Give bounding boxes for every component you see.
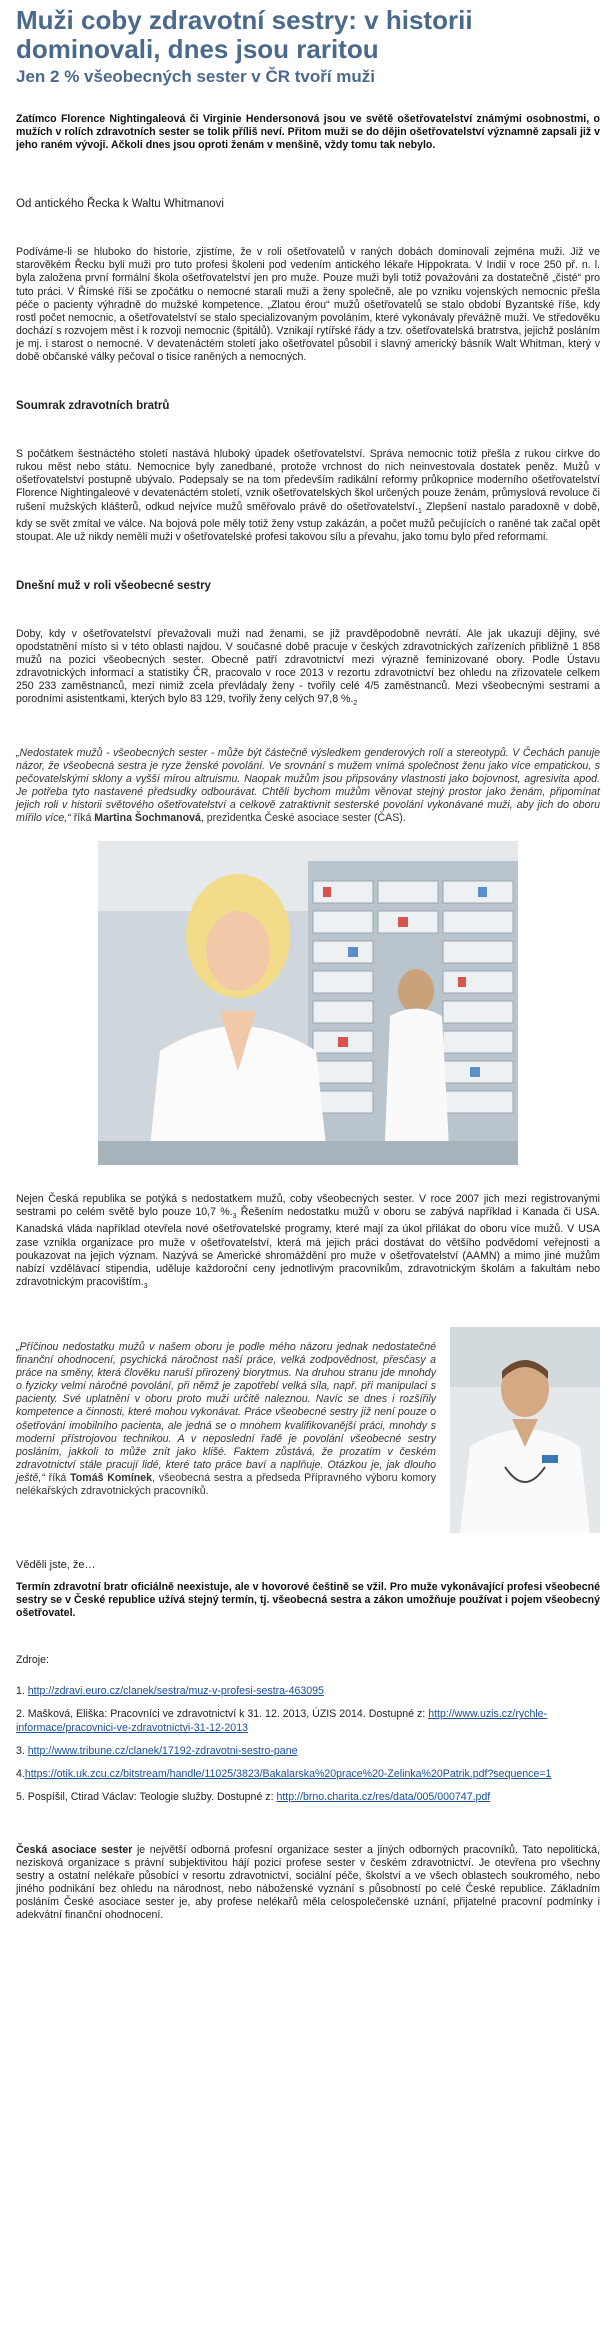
footnote-ref: 2: [353, 700, 358, 708]
sources: [16, 1654, 600, 1804]
organization-info: Česká asociace sester je největší odborná profesní organizace sester a jiných odborných pracovníků. Tato nepolitická, nezisková organizace s právní subjektivitou hájí pozici profese sester v českém zdravotnictví. Je otevřena pro všechny sestry a ostatní nelékaře působící v resortu zdravotnictví, sociální péče, školství a ve všech oblastech soukromého, nebo jiného podnikání bez ohledu na národnost, nebo náboženské vyznání s působností po celé České republice. Základním posláním České asociace sester je, aby profese nelékařů měla celospolečenské uznání, přijatelné pracovní podmínky i adekvátní finanční ohodnocení.: [16, 1843, 600, 1922]
did-you-know-heading: Věděli jste, že…: [16, 1559, 96, 1571]
source-link[interactable]: http://brno.charita.cz/res/data/005/000747.pdf: [276, 1790, 491, 1803]
source-5: 5. Pospíšil, Ctirad Václav: Teologie služby. Dostupné z: http://brno.charita.cz/res/data/005/000747.pdf: [16, 1790, 491, 1803]
quote-author: Martina Šochmanová: [94, 812, 201, 825]
article-subtitle: Jen 2 % všeobecných sester v ČR tvoří muži: [16, 67, 376, 86]
source-1: 1. http://zdravi.euro.cz/clanek/sestra/muz-v-profesi-sestra-463095: [16, 1685, 324, 1698]
organization-name: Česká asociace sester: [16, 1843, 133, 1856]
source-link[interactable]: http://www.tribune.cz/clanek/17192-zdravotni-sestro-pane: [27, 1744, 298, 1757]
sources-heading: Zdroje:: [16, 1654, 49, 1667]
section-heading-history: Od antického Řecka k Waltu Whitmanovi: [16, 198, 224, 211]
did-you-know-text: Termín zdravotní bratr oficiálně neexistuje, ale v hovorové češtině se vžil. Pro muže vykonávající profesi všeobecné sestry se v České republice užívá stejný termín, tj. všeobecná sestra a zákon umožňuje používat i pojem všeobecný ošetřovatel.: [16, 1581, 600, 1620]
source-link[interactable]: https://otik.uk.zcu.cz/bitstream/handle/11025/3823/Bakalarska%20prace%20-Zelinka%20Patrik.pdf?sequence=1: [24, 1767, 552, 1780]
source-link[interactable]: http://zdravi.euro.cz/clanek/sestra/muz-v-profesi-sestra-463095: [27, 1685, 324, 1698]
section-heading-today: Dnešní muž v roli všeobecné sestry: [16, 579, 211, 592]
section-text-decline: S počátkem šestnáctého století nastává hluboký úpadek ošetřovatelství. Správa nemocnic totiž přešla z rukou církve do rukou měst nebo státu. Nemocnice byly zanedbané, protože vrchnost do nich neinvestovala dostatek peněz. Mužů v ošetřovatelství postupně ubývalo. Podepsaly se na tom především radikální reformy průkopnice moderního ošetřovatelství Florence Nightingaleové v devatenáctém století, vznik ošetřovatelských škol určených pouze ženám, průmyslová revoluce či rušení mužských klášterů, odkud nejvíce mužů směřovalo právě do $ošetřovatelství._1$ Zlepšení nastalo paradoxně v době, kdy se svět zmítal ve válce. Na bojová pole měly totiž ženy vstup zakázán, a počet mužů pečujících o raněné tak začal opět stoupat. Ale už nikdy neměli muži v ošetřovatelské profesi takovou sílu a převahu, jako tomu bylo před reformami.: [16, 448, 600, 543]
section-heading-decline: Soumrak zdravotních bratrů: [16, 400, 170, 413]
source-2: 2. Mašková, Eliška: Pracovníci ve zdravotnictví k 31. 12. 2013, ÚZIS 2014. Dostupné z: http://www.uzis.cz/rychle-informace/pracovnici-ve-zdravotnictvi-31-12-2013: [16, 1708, 548, 1734]
quote-kominek: „Příčinou nedostatku mužů v našem oboru je podle mého názoru jednak nedostatečné finanční ohodnocení, psychická náročnost naší práce, velká zodpovědnost, přesčasy a práce na směny, která člověku naruší přirozený biorytmus. Na druhou stranu jde mnohdy o fyzicky velmi náročné povolání, při němž je zapotřebí velká síla, např. při manipulaci s pacienty. Své uplatnění v oboru proto muži určitě naleznou. Navíc se dnes i rozšířily kompetence a činnosti, které mohou vykonávat. Práce všeobecné sestry již není pouze o ošetřování imobilního pacienta, ale jedná se o mnohem kvalifikovanější práci, mnohdy s moderní přístrojovou technikou. A v neposlední řadě je povolání všeobecné sestry posláním, jakkoli to může znít jako klišé. Faktem zůstává, že prozatím v českém zdravotnictví stále pracují lidé, které tato práce baví a naplňuje. Otázkou je, jak dlouho ještě,“ říká Tomáš Komínek, všeobecná sestra a předseda Přípravného výboru komory nelékařských zdravotnických pracovníků.: [16, 1341, 436, 1498]
footnote-ref: 3: [232, 1213, 237, 1221]
section-text-today: Doby, kdy v ošetřovatelství převažovali muži nad ženami, se již pravděpodobně nevrátí. Ale jak ukazují dějiny, své opodstatnění místo si v této oblasti najdou. V současné době pracuje v českých zdravotnických zařízeních přibližně 1 858 mužů na pozici všeobecných sester. Obecně patří zdravotnictví mezi výrazně feminizované obory. Podle Ústavu zdravotnických informací a statistiky ČR, pracovalo v roce 2013 v rezortu zdravotnictví bez ohledu na zřizovatele celkem 250 233 zaměstnanců, mezi nimiž zcela převládaly ženy - tvořily celé 4/5 zaměstnanců. Mezi všeobecnými sestrami a porodními asistentkami, kterých bylo 83 129, tvořily ženy celých 97,8 $\%._2$: [16, 627, 600, 708]
section-text-history: Podíváme-li se hluboko do historie, zjistíme, že v roli ošetřovatelů v raných dobách dominovali zejména muži. Již ve starověkém Řecku byli muži pro tuto profesi školeni pod vedením antického lékaře Hippokrata. V Indii v roce 250 př. n. l. byla založena první formální škola ošetřovatelství jen pro muže. Pouze muži byli totiž považováni za dostatečně „čisté“ pro tuto práci. V Římské říši se zpočátku o nemocné starali muži a ženy společně, ale po vzniku vojenských nemocnic přešla péče o pacienty výhradně do mužské kompetence. „Zlatou érou“ mužů ošetřovatelů se stalo období Byzantské říše, kdy rostl počet nemocnic, a ošetřovatelství se stalo specializovaným povoláním, které vykonávaly převážně muži. Ve středověku dochází s rozvojem měst i k rozvoji nemocnic (špitálů). Vznikají rytířské řády a tzv. ošetřovatelská bratrstva, jejichž posláním je mj. i starost o nemocné. V devatenáctém století jako ošetřovatel působil i slavný americký básník Walt Whitman, který v době občanské války pečoval o tisíce raněných a nemocných.: [16, 246, 600, 364]
source-4: 4.https://otik.uk.zcu.cz/bitstream/handle/11025/3823/Bakalarska%20prace%20-Zelinka%20Patrik.pdf?sequence=1: [16, 1767, 552, 1780]
article: [16, 0, 600, 1923]
footnote-ref: 3: [143, 1282, 148, 1290]
quote-author: Tomáš Komínek: [70, 1471, 153, 1484]
source-3: 3. http://www.tribune.cz/clanek/17192-zdravotni-sestro-pane: [16, 1744, 298, 1757]
male-nurse-portrait: [450, 1327, 600, 1533]
source-link[interactable]: http://www.uzis.cz/rychle-informace/pracovnici-ve-zdravotnictvi-31-12-2013: [16, 1708, 548, 1734]
quote-sochmanova: „Nedostatek mužů - všeobecných sester - může být částečně výsledkem genderových rolí a stereotypů. V Čechách panuje názor, že všeobecná sestra je ryze ženské povolání. Ve srovnání s mužem vnímá společnost ženu jako více empatickou, s pečovatelskými sklony a vyšší mírou altruismu. Naopak mužům jsou připsovány vlastnosti jako bojovnost, agresivita apod. Je potřeba tyto nastavené předsudky odbourávat. Chtěli bychom mužům věnovat stejný prostor jako ženám, připomínat jejich roli v historii světového ošetřovatelství a celkově zatraktivnit sesterské povolání vykonávané muži, aby jich do oboru mířilo více,“ říká Martina Šochmanová, prezidentka České asociace sester (ČAS).: [16, 746, 600, 825]
article-title: Muži coby zdravotní sestry: v historii dominovali, dnes jsou raritou: [16, 5, 473, 64]
article-lead: Zatímco Florence Nightingaleová či Virginie Hendersonová jsou ve světě ošetřovatelství známými osobnostmi, o mužích v rolích zdravotních sester se tolik příliš neví. Přitom muži se do dějin ošetřovatelství významně zapsali již v jeho raném vývoji. Ačkoli dnes jsou oproti ženám v menšině, vždy tomu tak nebylo.: [16, 113, 600, 152]
quote-kominek-block: [16, 1327, 600, 1533]
pharmacy-nurses-photo: [98, 841, 518, 1165]
section-text-world: Nejen Česká republika se potýká s nedostatkem mužů, coby všeobecných sester. V roce 2007 jich mezi registrovanými sestrami po celém světě bylo pouze 10,7 $\%._3$ Řešením nedostatku mužů v oboru se zabývá například i Kanada či USA. Kanadská vláda například otevřela nové ošetřovatelské programy, které mají za úkol přilákat do oboru více mužů. V USA zase vznikla organizace pro muže v ošetřovatelství, která má jejich práci dostávat do většího podvědomí veřejnosti a poukazovat na jejich význam. Nazývá se Americké shromáždění pro muže v ošetřovatelství (AAMN) a mimo jiné mužům nabízí vzdělávací stipendia, uděluje každoroční ceny jednotlivým pracovníkům, zdravotnickým školám a fakultám nebo zdravotnickým $pracovištím._3$: [16, 1193, 600, 1290]
footnote-ref: 1: [417, 507, 422, 515]
